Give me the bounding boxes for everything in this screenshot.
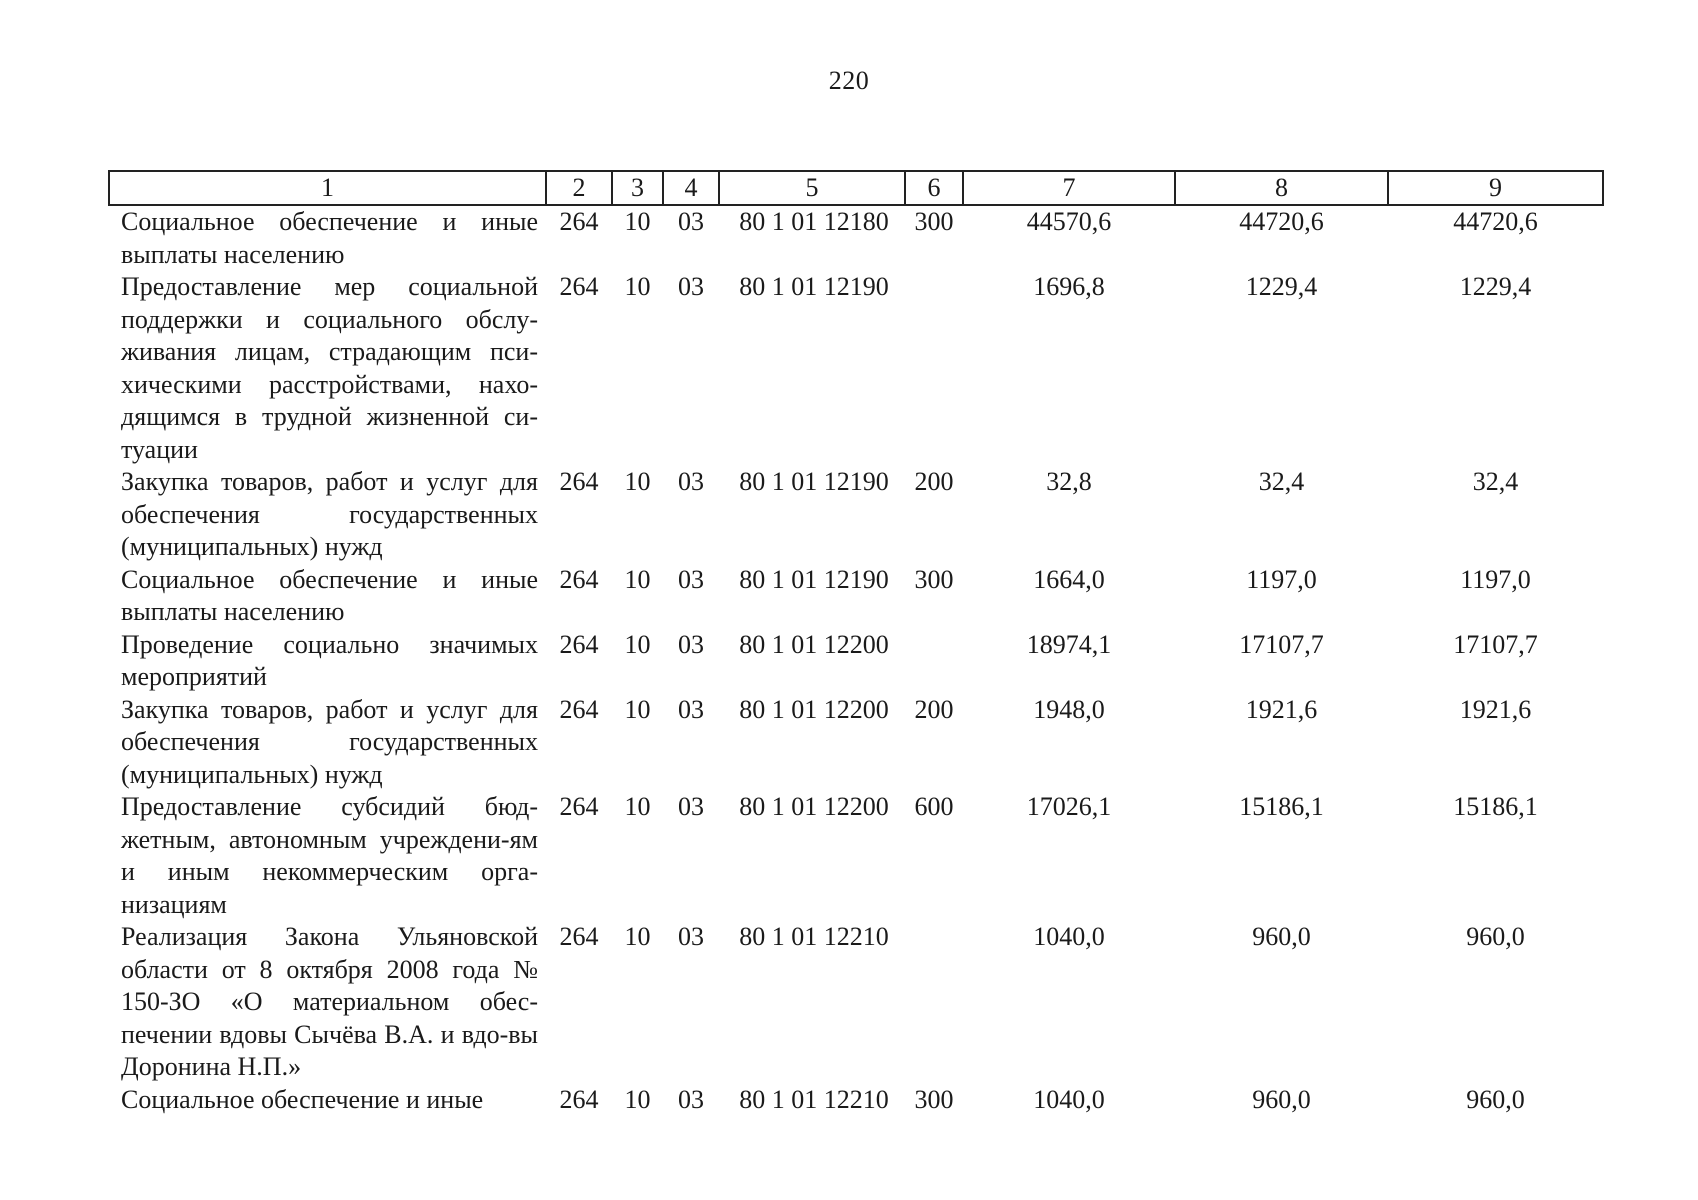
row-ministry-code: 264 — [559, 1084, 599, 1114]
row-target-article: 80 1 01 12190 — [739, 467, 889, 496]
row-subsection-code: 03 — [678, 694, 704, 724]
row-expense-type — [905, 271, 963, 466]
row-section-code: 10 — [624, 629, 651, 659]
row-amount-col9: 1229,4 — [1459, 272, 1532, 301]
row-amount-col7: 1040,0 — [1033, 1084, 1105, 1114]
row-amount-col7: 1696,8 — [1033, 272, 1105, 301]
row-amount-col7: 32,8 — [1046, 467, 1092, 496]
row-amount-col7: 17026,1 — [1026, 792, 1112, 821]
row-name: Закупка товаров, работ и услуг для обеспечения государственных (муниципальных) нужд — [121, 694, 538, 789]
row-amount-col7: 1664,0 — [1033, 564, 1105, 594]
table-header — [109, 171, 1603, 205]
row-subsection-code: 03 — [678, 792, 704, 821]
row-section-code: 10 — [624, 272, 651, 301]
row-target-article: 80 1 01 12200 — [739, 694, 889, 724]
column-header-4: 4 — [663, 171, 719, 205]
column-header-5: 5 — [719, 171, 905, 205]
row-target-article: 80 1 01 12190 — [739, 272, 889, 301]
row-section-code: 10 — [624, 1084, 651, 1114]
row-amount-col8: 1197,0 — [1246, 564, 1317, 594]
table-row — [109, 1084, 1603, 1117]
column-header-7: 7 — [963, 171, 1175, 205]
row-target-article: 80 1 01 12210 — [739, 922, 889, 951]
row-amount-col9: 32,4 — [1472, 467, 1519, 496]
column-header-9: 9 — [1388, 171, 1603, 205]
row-name: Социальное обеспечение и иные выплаты населению — [121, 207, 538, 269]
row-subsection-code: 03 — [678, 467, 704, 496]
row-amount-col9: 44720,6 — [1453, 207, 1538, 236]
row-ministry-code: 264 — [559, 207, 599, 236]
row-name: Проведение социально значимых мероприятий — [121, 629, 538, 691]
table-row — [109, 629, 1603, 694]
row-ministry-code: 264 — [559, 629, 599, 659]
row-name: Реализация Закона Ульяновской области от 8 октября 2008 года № 150-ЗО «О материальном обес-печении вдовы Сычёва В.А. и вдо-вы Доронина Н.П.» — [121, 922, 538, 1081]
column-header-8: 8 — [1175, 171, 1388, 205]
row-name: Закупка товаров, работ и услуг для обеспечения государственных (муниципальных) нужд — [121, 467, 538, 561]
row-amount-col9: 1197,0 — [1460, 564, 1531, 594]
row-amount-col7: 44570,6 — [1026, 207, 1112, 236]
row-amount-col9: 960,0 — [1466, 922, 1525, 951]
row-amount-col8: 960,0 — [1252, 922, 1311, 951]
table-row — [109, 694, 1603, 792]
row-ministry-code: 264 — [559, 467, 599, 496]
row-expense-type: 300 — [914, 564, 954, 594]
row-target-article: 80 1 01 12200 — [739, 792, 889, 821]
row-amount-col8: 44720,6 — [1239, 207, 1324, 236]
row-amount-col8: 960,0 — [1252, 1084, 1311, 1114]
row-amount-col7: 1948,0 — [1033, 694, 1105, 724]
table-row — [109, 564, 1603, 629]
row-section-code: 10 — [624, 467, 651, 496]
row-expense-type: 300 — [914, 1084, 954, 1114]
row-name: Социальное обеспечение и иные выплаты населению — [121, 564, 538, 626]
row-ministry-code: 264 — [559, 272, 599, 301]
row-name: Социальное обеспечение и иные — [121, 1084, 484, 1114]
column-header-2: 2 — [546, 171, 612, 205]
row-amount-col9: 1921,6 — [1459, 694, 1532, 724]
row-ministry-code: 264 — [559, 564, 599, 594]
table-row — [109, 271, 1603, 466]
table-body — [109, 205, 1603, 1116]
row-amount-col9: 17107,7 — [1453, 629, 1538, 659]
table-row — [109, 791, 1603, 921]
row-expense-type: 600 — [914, 792, 954, 821]
row-section-code: 10 — [624, 922, 651, 951]
row-ministry-code: 264 — [559, 792, 599, 821]
row-subsection-code: 03 — [678, 922, 704, 951]
budget-table — [108, 170, 1604, 1116]
row-target-article: 80 1 01 12210 — [739, 1084, 889, 1114]
column-header-1: 1 — [109, 171, 546, 205]
row-name: Предоставление мер социальной поддержки и социального обслу-живания лицам, страдающим пси-хическими расстройствами, нахо-дящимся в трудной жизненной си-туации — [121, 272, 538, 464]
row-subsection-code: 03 — [678, 629, 704, 659]
table-row — [109, 466, 1603, 564]
table-row — [109, 205, 1603, 271]
row-section-code: 10 — [624, 564, 651, 594]
table-row — [109, 921, 1603, 1084]
row-expense-type: 200 — [914, 694, 954, 724]
row-target-article: 80 1 01 12200 — [739, 629, 889, 659]
row-amount-col7: 1040,0 — [1033, 922, 1105, 951]
row-target-article: 80 1 01 12190 — [739, 564, 889, 594]
row-section-code: 10 — [624, 792, 651, 821]
row-amount-col8: 15186,1 — [1239, 792, 1324, 821]
row-ministry-code: 264 — [559, 922, 599, 951]
row-subsection-code: 03 — [678, 207, 704, 236]
row-amount-col8: 1229,4 — [1245, 272, 1318, 301]
row-name: Предоставление субсидий бюд-жетным, автономным учреждени-ям и иным некоммерческим орга-низациям — [121, 792, 538, 919]
header-row — [109, 171, 1603, 205]
row-expense-type — [905, 921, 963, 1084]
row-expense-type: 200 — [914, 467, 954, 496]
row-amount-col9: 15186,1 — [1453, 792, 1538, 821]
row-ministry-code: 264 — [559, 694, 599, 724]
row-section-code: 10 — [624, 207, 651, 236]
row-amount-col8: 1921,6 — [1245, 694, 1318, 724]
row-amount-col7: 18974,1 — [1026, 629, 1112, 659]
row-subsection-code: 03 — [678, 564, 704, 594]
row-target-article: 80 1 01 12180 — [739, 207, 889, 236]
page-number: 220 — [828, 66, 870, 95]
row-amount-col9: 960,0 — [1466, 1084, 1525, 1114]
column-header-3: 3 — [612, 171, 663, 205]
row-expense-type: 300 — [914, 207, 954, 236]
row-amount-col8: 17107,7 — [1239, 629, 1324, 659]
row-subsection-code: 03 — [678, 1084, 704, 1114]
row-expense-type — [905, 629, 963, 694]
column-header-6: 6 — [905, 171, 963, 205]
row-subsection-code: 03 — [678, 272, 704, 301]
row-section-code: 10 — [624, 694, 651, 724]
row-amount-col8: 32,4 — [1258, 467, 1305, 496]
